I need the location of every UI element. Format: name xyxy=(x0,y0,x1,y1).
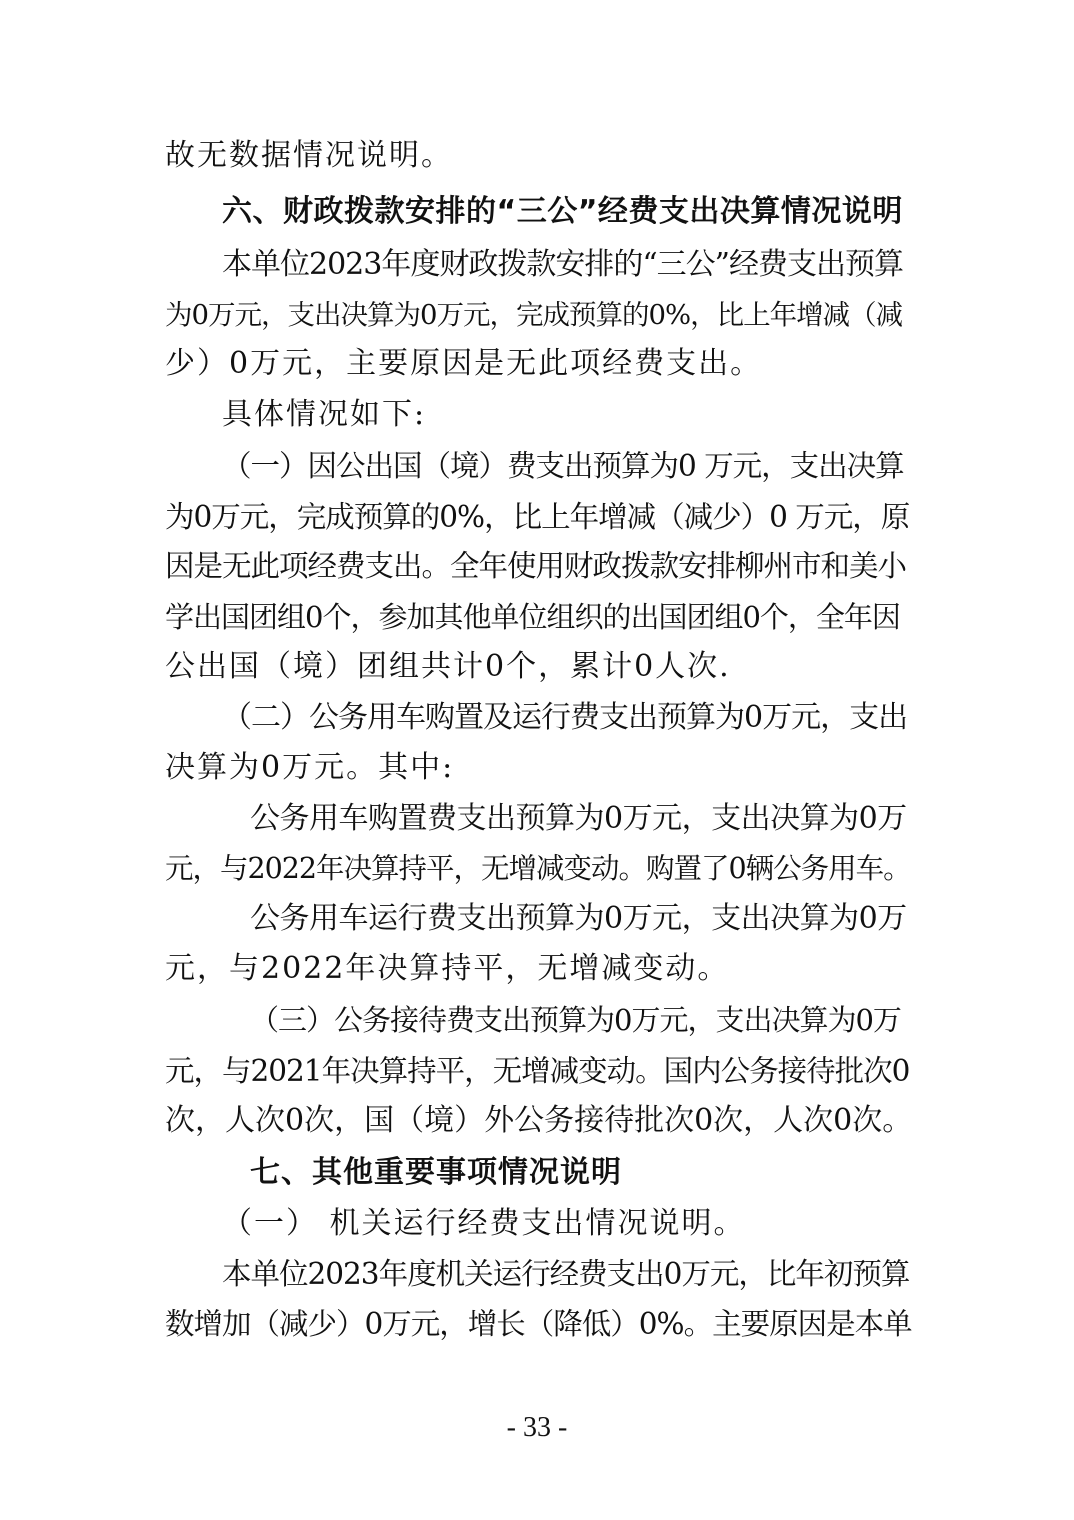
paragraph-line: 公务用车运行费支出预算为0万元，支出决算为0万 xyxy=(250,901,907,936)
paragraph-line: 决算为0万元。其中: xyxy=(165,750,455,785)
page-number: - 33 - xyxy=(506,1412,568,1443)
paragraph-line: （三）公务接待费支出预算为0万元，支出决算为0万 xyxy=(250,1003,901,1037)
paragraph-line: 本单位2023年度财政拨款安排的“三公”经费支出预算 xyxy=(222,247,904,282)
paragraph-line: 数增加（减少）0万元，增长（降低）0%。主要原因是本单 xyxy=(165,1307,912,1341)
paragraph-line: 公务用车购置费支出预算为0万元，支出决算为0万 xyxy=(250,801,907,836)
section-heading-six: 六、财政拨款安排的“三公”经费支出决算情况说明 xyxy=(222,194,903,229)
paragraph-line: 为0万元，支出决算为0万元，完成预算的0%，比上年增减（减 xyxy=(165,299,903,331)
paragraph-line: 次，人次0次，国（境）外公务接待批次0次，人次0次。 xyxy=(165,1103,913,1138)
paragraph-line: （二）公务用车购置及运行费支出预算为0万元，支出 xyxy=(222,700,908,735)
paragraph-line: 因是无此项经费支出。全年使用财政拨款安排柳州市和美小 xyxy=(165,549,907,583)
paragraph-line: 元，与2022年决算持平，无增减变动。购置了0辆公务用车。 xyxy=(165,852,911,885)
paragraph-line: （一） 机关运行经费支出情况说明。 xyxy=(222,1206,746,1241)
paragraph-line: 学出国团组0个，参加其他单位组织的出国团组0个，全年因 xyxy=(165,600,900,634)
paragraph-line: 公出国（境）团组共计0个，累计0人次. xyxy=(165,649,731,684)
paragraph-line: 元，与2022年决算持平，无增减变动。 xyxy=(165,951,730,986)
section-heading-seven: 七、其他重要事项情况说明 xyxy=(250,1155,622,1190)
paragraph-line: 本单位2023年度机关运行经费支出0万元，比年初预算 xyxy=(222,1257,910,1291)
paragraph-line: 少）0万元，主要原因是无此项经费支出。 xyxy=(165,346,763,381)
paragraph-line: 具体情况如下: xyxy=(222,397,427,432)
paragraph-line: 故无数据情况说明。 xyxy=(165,138,453,173)
paragraph-line: 元，与2021年决算持平，无增减变动。国内公务接待批次0 xyxy=(165,1054,910,1088)
paragraph-line: （一）因公出国（境）费支出预算为0 万元，支出决算 xyxy=(222,449,904,483)
paragraph-line: 为0万元，完成预算的0%，比上年增减（减少）0 万元，原 xyxy=(165,500,910,534)
